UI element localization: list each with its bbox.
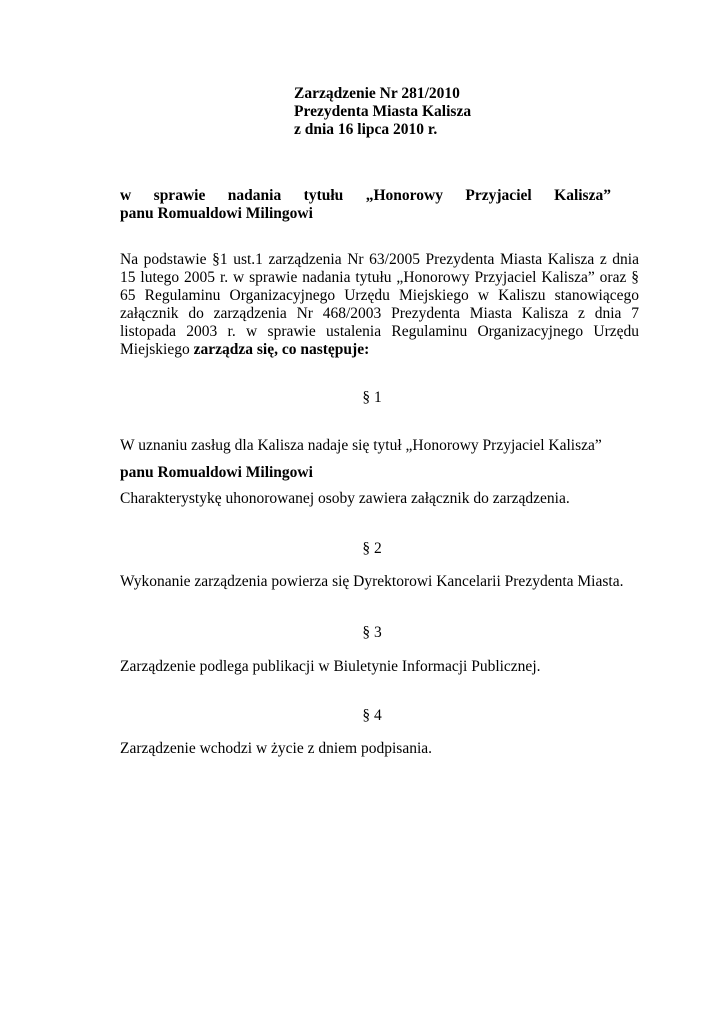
section-1-text: W uznaniu zasług dla Kalisza nadaje się tytuł „Honorowy Przyjaciel Kalisza” bbox=[120, 437, 602, 454]
section-1-recipient: panu Romualdowi Milingowi bbox=[120, 464, 313, 481]
subject-word: Przyjaciel bbox=[465, 187, 532, 204]
document-subject bbox=[120, 187, 611, 223]
subject-word: nadania bbox=[227, 187, 282, 204]
subject-word: sprawie bbox=[153, 187, 206, 204]
subject-word: Kalisza” bbox=[554, 187, 611, 204]
section-2-mark: § 2 bbox=[362, 540, 382, 557]
legal-basis-paragraph bbox=[120, 251, 639, 359]
subject-word: tytułu bbox=[303, 187, 344, 204]
subject-line-1 bbox=[120, 187, 611, 205]
document-header bbox=[294, 85, 471, 139]
legal-basis-bold-ending: zarządza się, co następuje: bbox=[193, 341, 370, 358]
section-1-attachment-note: Charakterystykę uhonorowanej osoby zawiera załącznik do zarządzenia. bbox=[120, 490, 570, 507]
header-title: Zarządzenie Nr 281/2010 bbox=[294, 85, 460, 102]
section-3-text: Zarządzenie podlega publikacji w Biuletynie Informacji Publicznej. bbox=[120, 658, 541, 675]
section-4-mark: § 4 bbox=[362, 707, 382, 724]
header-issuer: Prezydenta Miasta Kalisza bbox=[294, 103, 472, 120]
legal-basis-text: Na podstawie §1 ust.1 zarządzenia Nr 63/2005 Prezydenta Miasta Kalisza z dnia 15 lutego 2005 r. w sprawie nadania tytułu „Honorowy Przyjaciel Kalisza” oraz § 65 Regulaminu Organizacyjnego Urzędu Miejskiego w Kaliszu stanowiącego załącznik do zarządzenia Nr 468/2003 Prezydenta Miasta Kalisza z dnia 7 listopada 2003 r. w sprawie ustalenia Regulaminu Organizacyjnego Urzędu Miejskiego bbox=[120, 251, 639, 358]
subject-word: „Honorowy bbox=[365, 187, 443, 204]
section-3-mark: § 3 bbox=[362, 624, 382, 641]
subject-word: w bbox=[120, 187, 132, 204]
header-date: z dnia 16 lipca 2010 r. bbox=[294, 121, 438, 138]
subject-line-2: panu Romualdowi Milingowi bbox=[120, 205, 313, 222]
section-1-mark: § 1 bbox=[362, 389, 382, 406]
section-4-text: Zarządzenie wchodzi w życie z dniem podpisania. bbox=[120, 740, 433, 757]
section-2-text: Wykonanie zarządzenia powierza się Dyrektorowi Kancelarii Prezydenta Miasta. bbox=[120, 573, 624, 590]
